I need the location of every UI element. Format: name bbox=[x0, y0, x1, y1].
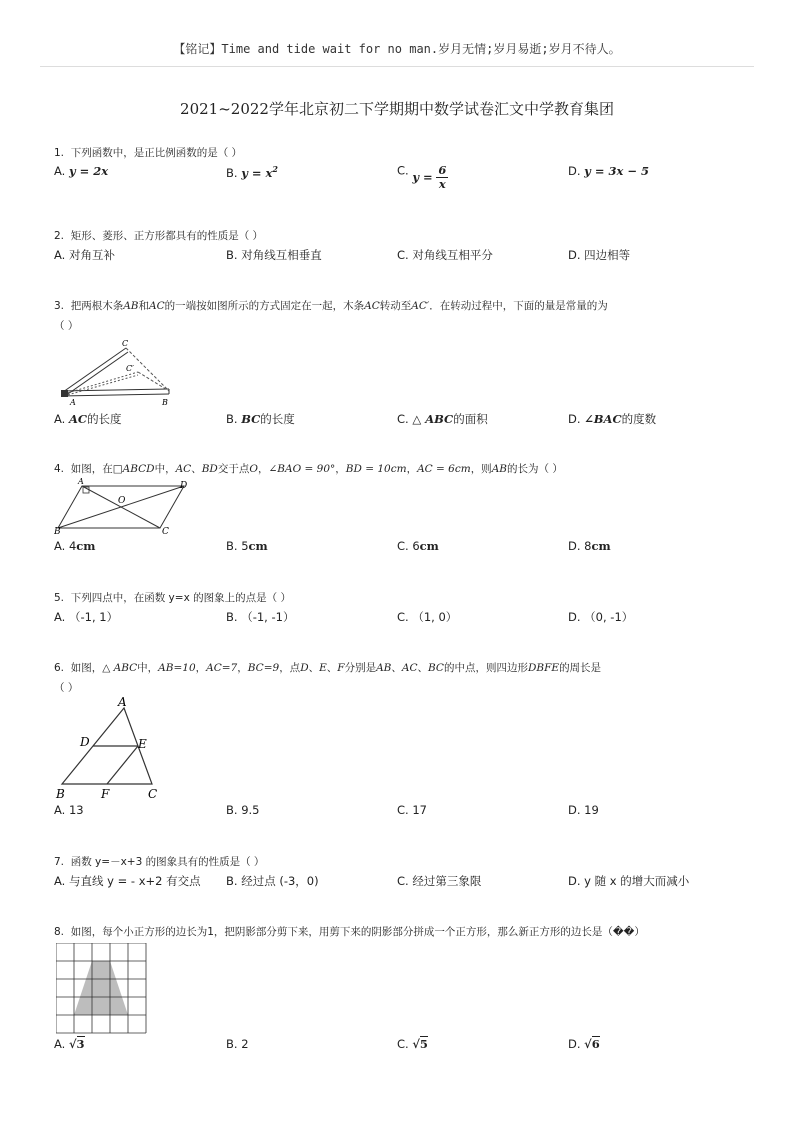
question-4-option-a: A. 4cm bbox=[54, 539, 96, 553]
question-8-option-c: C. √5 bbox=[397, 1037, 428, 1051]
question-7-option-c: C. 经过第三象限 bbox=[397, 874, 482, 888]
question-1-stem: 1. 下列函数中，是正比例函数的是（ ） bbox=[54, 147, 243, 159]
question-8-option-d: D. √6 bbox=[568, 1037, 600, 1051]
question-3-option-c: C. △ ABC的面积 bbox=[397, 412, 488, 426]
q6-label-c: C bbox=[148, 787, 158, 801]
question-7-option-b: B. 经过点 (-3，0) bbox=[226, 874, 319, 888]
question-1-option-d: D. y = 3x − 5 bbox=[568, 164, 649, 178]
q6-label-d: D bbox=[80, 735, 90, 749]
question-1-option-a: A. y = 2x bbox=[54, 164, 109, 178]
q6-label-f: F bbox=[101, 787, 110, 801]
q3-label-c: C bbox=[122, 339, 129, 348]
question-5-option-a: A. （-1, 1） bbox=[54, 610, 119, 624]
question-7-option-d: D. y 随 x 的增大而减小 bbox=[568, 874, 690, 888]
question-3-stem-line2: （ ） bbox=[54, 320, 79, 332]
question-8-option-b: B. 2 bbox=[226, 1037, 249, 1051]
question-3-option-d: D. ∠BAC的度数 bbox=[568, 412, 657, 426]
question-5-option-b: B. （-1, -1） bbox=[226, 610, 295, 624]
question-2-option-d: D. 四边相等 bbox=[568, 248, 631, 262]
question-4-stem: 4. 如图，在□ABCD中，AC、BD交于点O，∠BAO = 90°，BD = 10cm，AC = 6cm，则AB的长为（ ） bbox=[54, 463, 563, 475]
q6-label-b: B bbox=[56, 787, 65, 801]
question-8-stem: 8. 如图，每个小正方形的边长为1，把阴影部分剪下来，用剪下来的阴影部分拼成一个正方形，那么新正方形的边长是（��） bbox=[54, 926, 645, 938]
q4-label-a: A bbox=[78, 477, 84, 486]
question-2-option-b: B. 对角线互相垂直 bbox=[226, 248, 322, 262]
question-6-option-b: B. 9.5 bbox=[226, 803, 260, 817]
question-6-figure bbox=[54, 696, 170, 802]
q4-label-o: O bbox=[118, 496, 126, 506]
question-7-stem: 7. 函数 y=－x+3 的图象具有的性质是（ ） bbox=[54, 856, 265, 868]
question-6-option-a: A. 13 bbox=[54, 803, 84, 817]
question-8-grid-figure bbox=[56, 943, 154, 1035]
question-6-stem-line2: （ ） bbox=[54, 682, 79, 694]
q6-label-a: A bbox=[118, 696, 127, 709]
question-2-option-c: C. 对角线互相平分 bbox=[397, 248, 493, 262]
question-4-option-b: B. 5cm bbox=[226, 539, 268, 553]
question-4-option-d: D. 8cm bbox=[568, 539, 611, 553]
question-3-stem: 3. 把两根木条AB和AC的一端按如图所示的方式固定在一起，木条AC转动至AC′．在转动过程中，下面的量是常量的为 bbox=[54, 300, 608, 312]
q3-label-c-prime: C′ bbox=[126, 364, 134, 373]
question-1-option-c: C. y = $\frac{6}{x}$ bbox=[397, 163, 447, 191]
question-6-option-c: C. 17 bbox=[397, 803, 427, 817]
header-divider bbox=[40, 66, 754, 67]
q4-label-b: B bbox=[54, 527, 61, 536]
question-3-option-b: B. BC的长度 bbox=[226, 412, 295, 426]
q4-label-d: D bbox=[180, 481, 188, 491]
question-8-option-a: A. √3 bbox=[54, 1037, 85, 1051]
question-7-option-a: A. 与直线 y = - x+2 有交点 bbox=[54, 874, 201, 888]
question-4-figure bbox=[54, 476, 198, 536]
question-3-figure bbox=[56, 338, 180, 408]
question-6-option-d: D. 19 bbox=[568, 803, 599, 817]
question-4-option-c: C. 6cm bbox=[397, 539, 439, 553]
header-motto: 【铭记】Time and tide wait for no man.岁月无情;岁月易逝;岁月不待人。 bbox=[173, 42, 621, 56]
question-5-option-d: D. （0, -1） bbox=[568, 610, 634, 624]
question-6-stem: 6. 如图，△ ABC中，AB=10，AC=7，BC=9，点D、E、F分别是AB、AC、BC的中点，则四边形DBFE的周长是 bbox=[54, 662, 602, 674]
question-2-option-a: A. 对角互补 bbox=[54, 248, 115, 262]
q3-label-a: A bbox=[70, 398, 76, 407]
q6-label-e: E bbox=[138, 737, 147, 751]
q4-label-c: C bbox=[162, 527, 169, 536]
q3-label-b: B bbox=[162, 398, 168, 407]
question-2-stem: 2. 矩形、菱形、正方形都具有的性质是（ ） bbox=[54, 230, 264, 242]
question-3-option-a: A. AC的长度 bbox=[54, 412, 122, 426]
page-title: 2021~2022学年北京初二下学期期中数学试卷汇文中学教育集团 bbox=[180, 100, 614, 118]
question-1-option-b: B. $y = x^2$ bbox=[226, 164, 278, 180]
question-5-stem: 5. 下列四点中，在函数 y=x 的图象上的点是（ ） bbox=[54, 592, 291, 604]
question-5-option-c: C. （1, 0） bbox=[397, 610, 458, 624]
